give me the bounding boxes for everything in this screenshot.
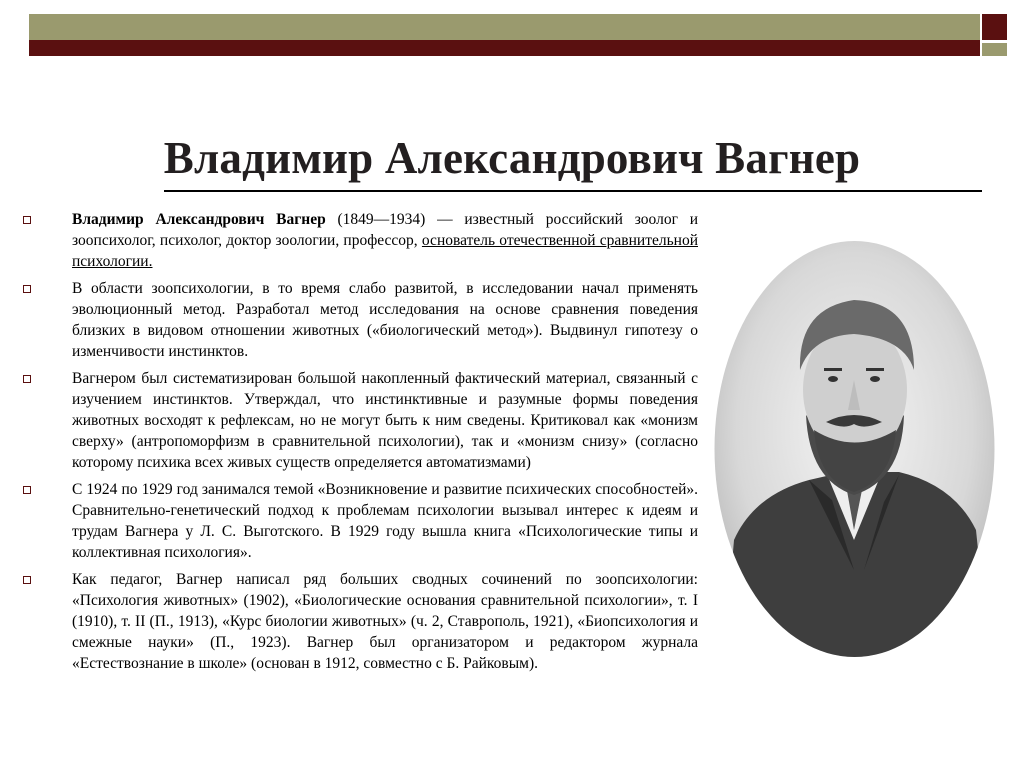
corner-square-olive xyxy=(982,40,1007,56)
title-divider xyxy=(164,190,982,192)
bullet-item xyxy=(22,368,698,473)
bullet-text: С 1924 по 1929 год занимался темой «Возникновение и развитие психических способностей». Сравнительно-генетический подход к проблемам психологии вызывал интерес к идеям и трудам Вагнера у Л. С. Выготского. В 1929 году вышла книга «Психологические типы и коллективная психология». xyxy=(72,481,698,561)
bullet-list xyxy=(22,209,698,680)
person-name: Владимир Александрович Вагнер xyxy=(72,211,326,228)
bullet-item xyxy=(22,569,698,674)
portrait-icon xyxy=(714,240,995,658)
bullet-item xyxy=(22,479,698,563)
portrait-photo xyxy=(714,240,995,658)
slide-title: Владимир Александрович Вагнер xyxy=(163,133,861,183)
corner-square-dark xyxy=(982,14,1007,40)
square-bullet-icon xyxy=(23,285,31,293)
square-bullet-icon xyxy=(23,486,31,494)
square-bullet-icon xyxy=(23,216,31,224)
bullet-item xyxy=(22,278,698,362)
bullet-text: Как педагог, Вагнер написал ряд больших сводных сочинений по зоопсихологии: «Психология животных» (1902), «Биологические основания сравнительной психологии», т. I (1910), т. II (П., 1913), «Курс биологии животных» (ч. 2, Ставрополь, 1921), «Биопсихология и смежные науки» (П., 1923). Вагнер был организатором и редактором журнала «Естествознание в школе» (основан в 1912, совместно с Б. Райковым). xyxy=(72,571,698,672)
square-bullet-icon xyxy=(23,576,31,584)
bullet-text: (1849—1934) — известный российский зоолог и зоопсихолог, психолог, доктор зоологии, профессор, xyxy=(72,211,698,249)
square-bullet-icon xyxy=(23,375,31,383)
underlined-phrase: основатель отечественной сравнительной психологии. xyxy=(72,232,698,270)
bullet-item xyxy=(22,209,698,272)
top-decor-bar-olive xyxy=(29,14,980,40)
bullet-text: Вагнером был систематизирован большой накопленный фактический материал, связанный с изучением инстинктов. Утверждал, что инстинктивные и разумные формы поведения животных восходят к рефлексам, но не могут быть к ним сведены. Критиковал как «монизм сверху» (антропоморфизм в сравнительной психологии), так и «монизм снизу» (согласно которому психика всех живых существ определяется автоматизмами) xyxy=(72,370,698,471)
bullet-text: В области зоопсихологии, в то время слабо развитой, в исследовании начал применять эволюционный метод. Разработал метод исследования на основе сравнения поведения близких в видовом отношении животных («биологический метод»). Выдвинул гипотезу о изменчивости инстинктов. xyxy=(72,280,698,360)
top-decor-bar xyxy=(29,14,980,56)
